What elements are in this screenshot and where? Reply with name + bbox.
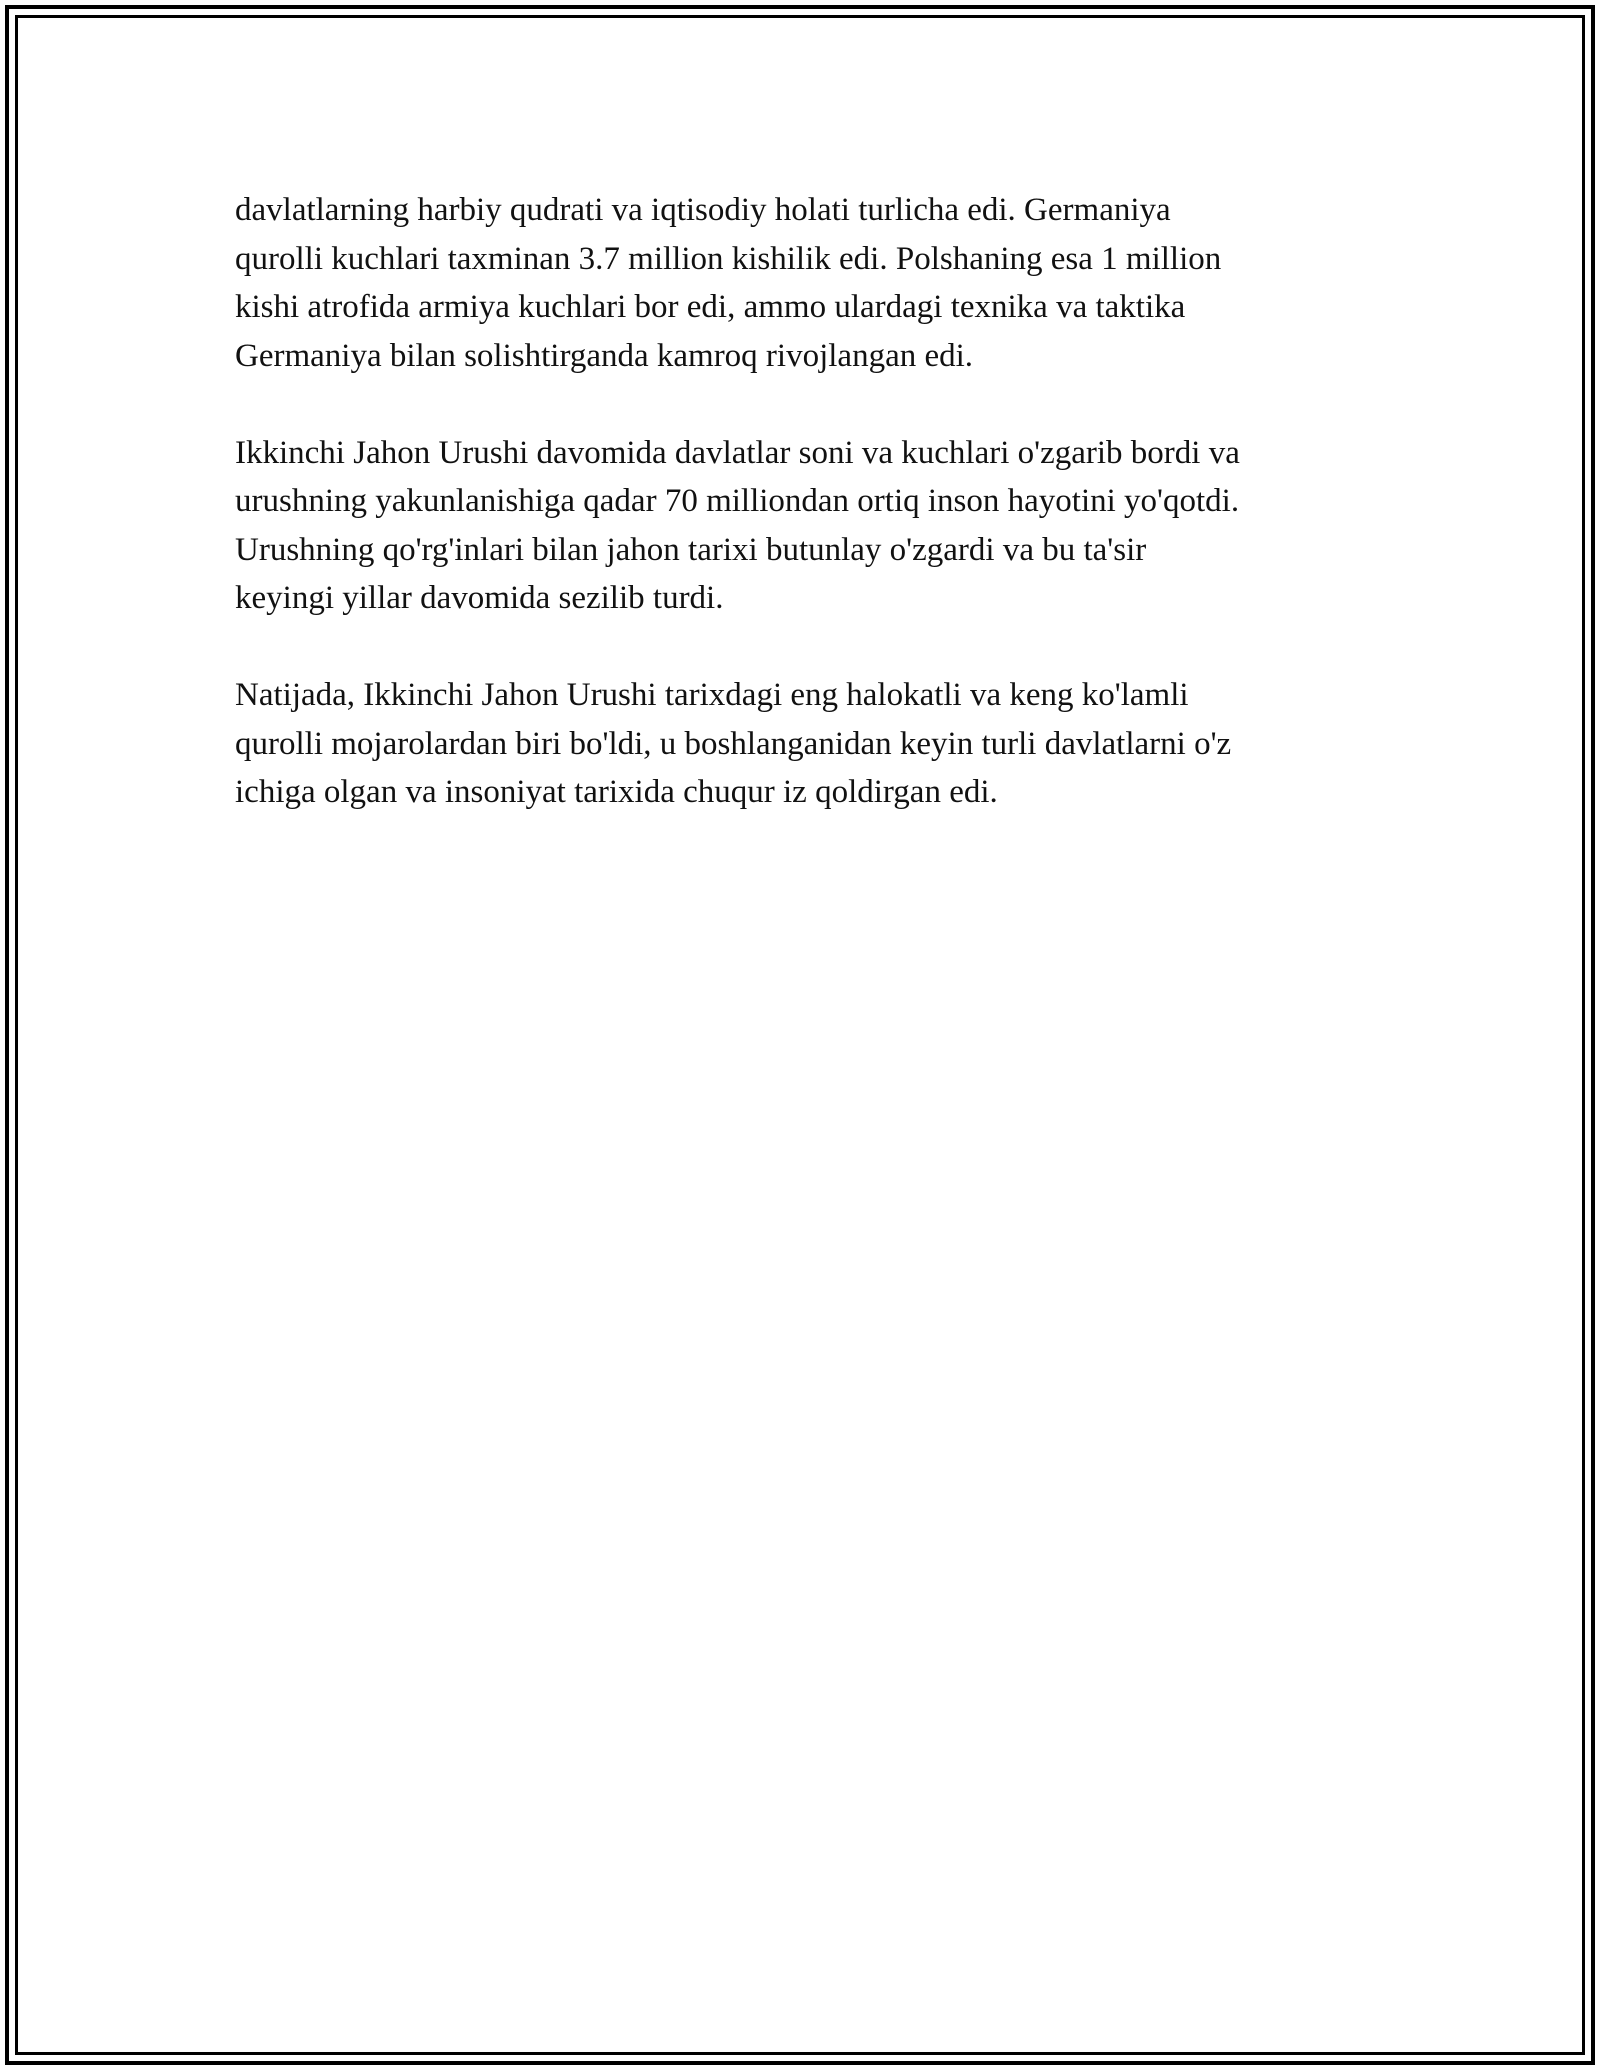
text-line: Natijada, Ikkinchi Jahon Urushi tarixdagi eng halokatli va keng ko'lamli [235, 677, 1189, 713]
text-line: ichiga olgan va insoniyat tarixida chuqur iz qoldirgan edi. [235, 774, 998, 810]
paragraph-1 [235, 186, 1365, 380]
paragraph-3 [235, 671, 1365, 817]
text-line: kishi atrofida armiya kuchlari bor edi, ammo ulardagi texnika va taktika [235, 289, 1186, 325]
text-line: urushning yakunlanishiga qadar 70 milliondan ortiq inson hayotini yo'qotdi. [235, 483, 1240, 519]
paragraph-2 [235, 429, 1365, 623]
text-line: keyingi yillar davomida sezilib turdi. [235, 580, 724, 616]
text-line: Urushning qo'rg'inlari bilan jahon tarixi butunlay o'zgardi va bu ta'sir [235, 531, 1147, 568]
text-line: Ikkinchi Jahon Urushi davomida davlatlar soni va kuchlari o'zgarib bordi va [235, 434, 1240, 471]
text-line: qurolli kuchlari taxminan 3.7 million kishilik edi. Polshaning esa 1 million [235, 240, 1222, 277]
text-line: qurolli mojarolardan biri bo'ldi, u boshlanganidan keyin turli davlatlarni o'z [235, 725, 1232, 762]
text-line: davlatlarning harbiy qudrati va iqtisodiy holati turlicha edi. Germaniya [235, 192, 1171, 228]
document-body [235, 186, 1365, 865]
text-line: Germaniya bilan solishtirganda kamroq rivojlangan edi. [235, 337, 974, 374]
